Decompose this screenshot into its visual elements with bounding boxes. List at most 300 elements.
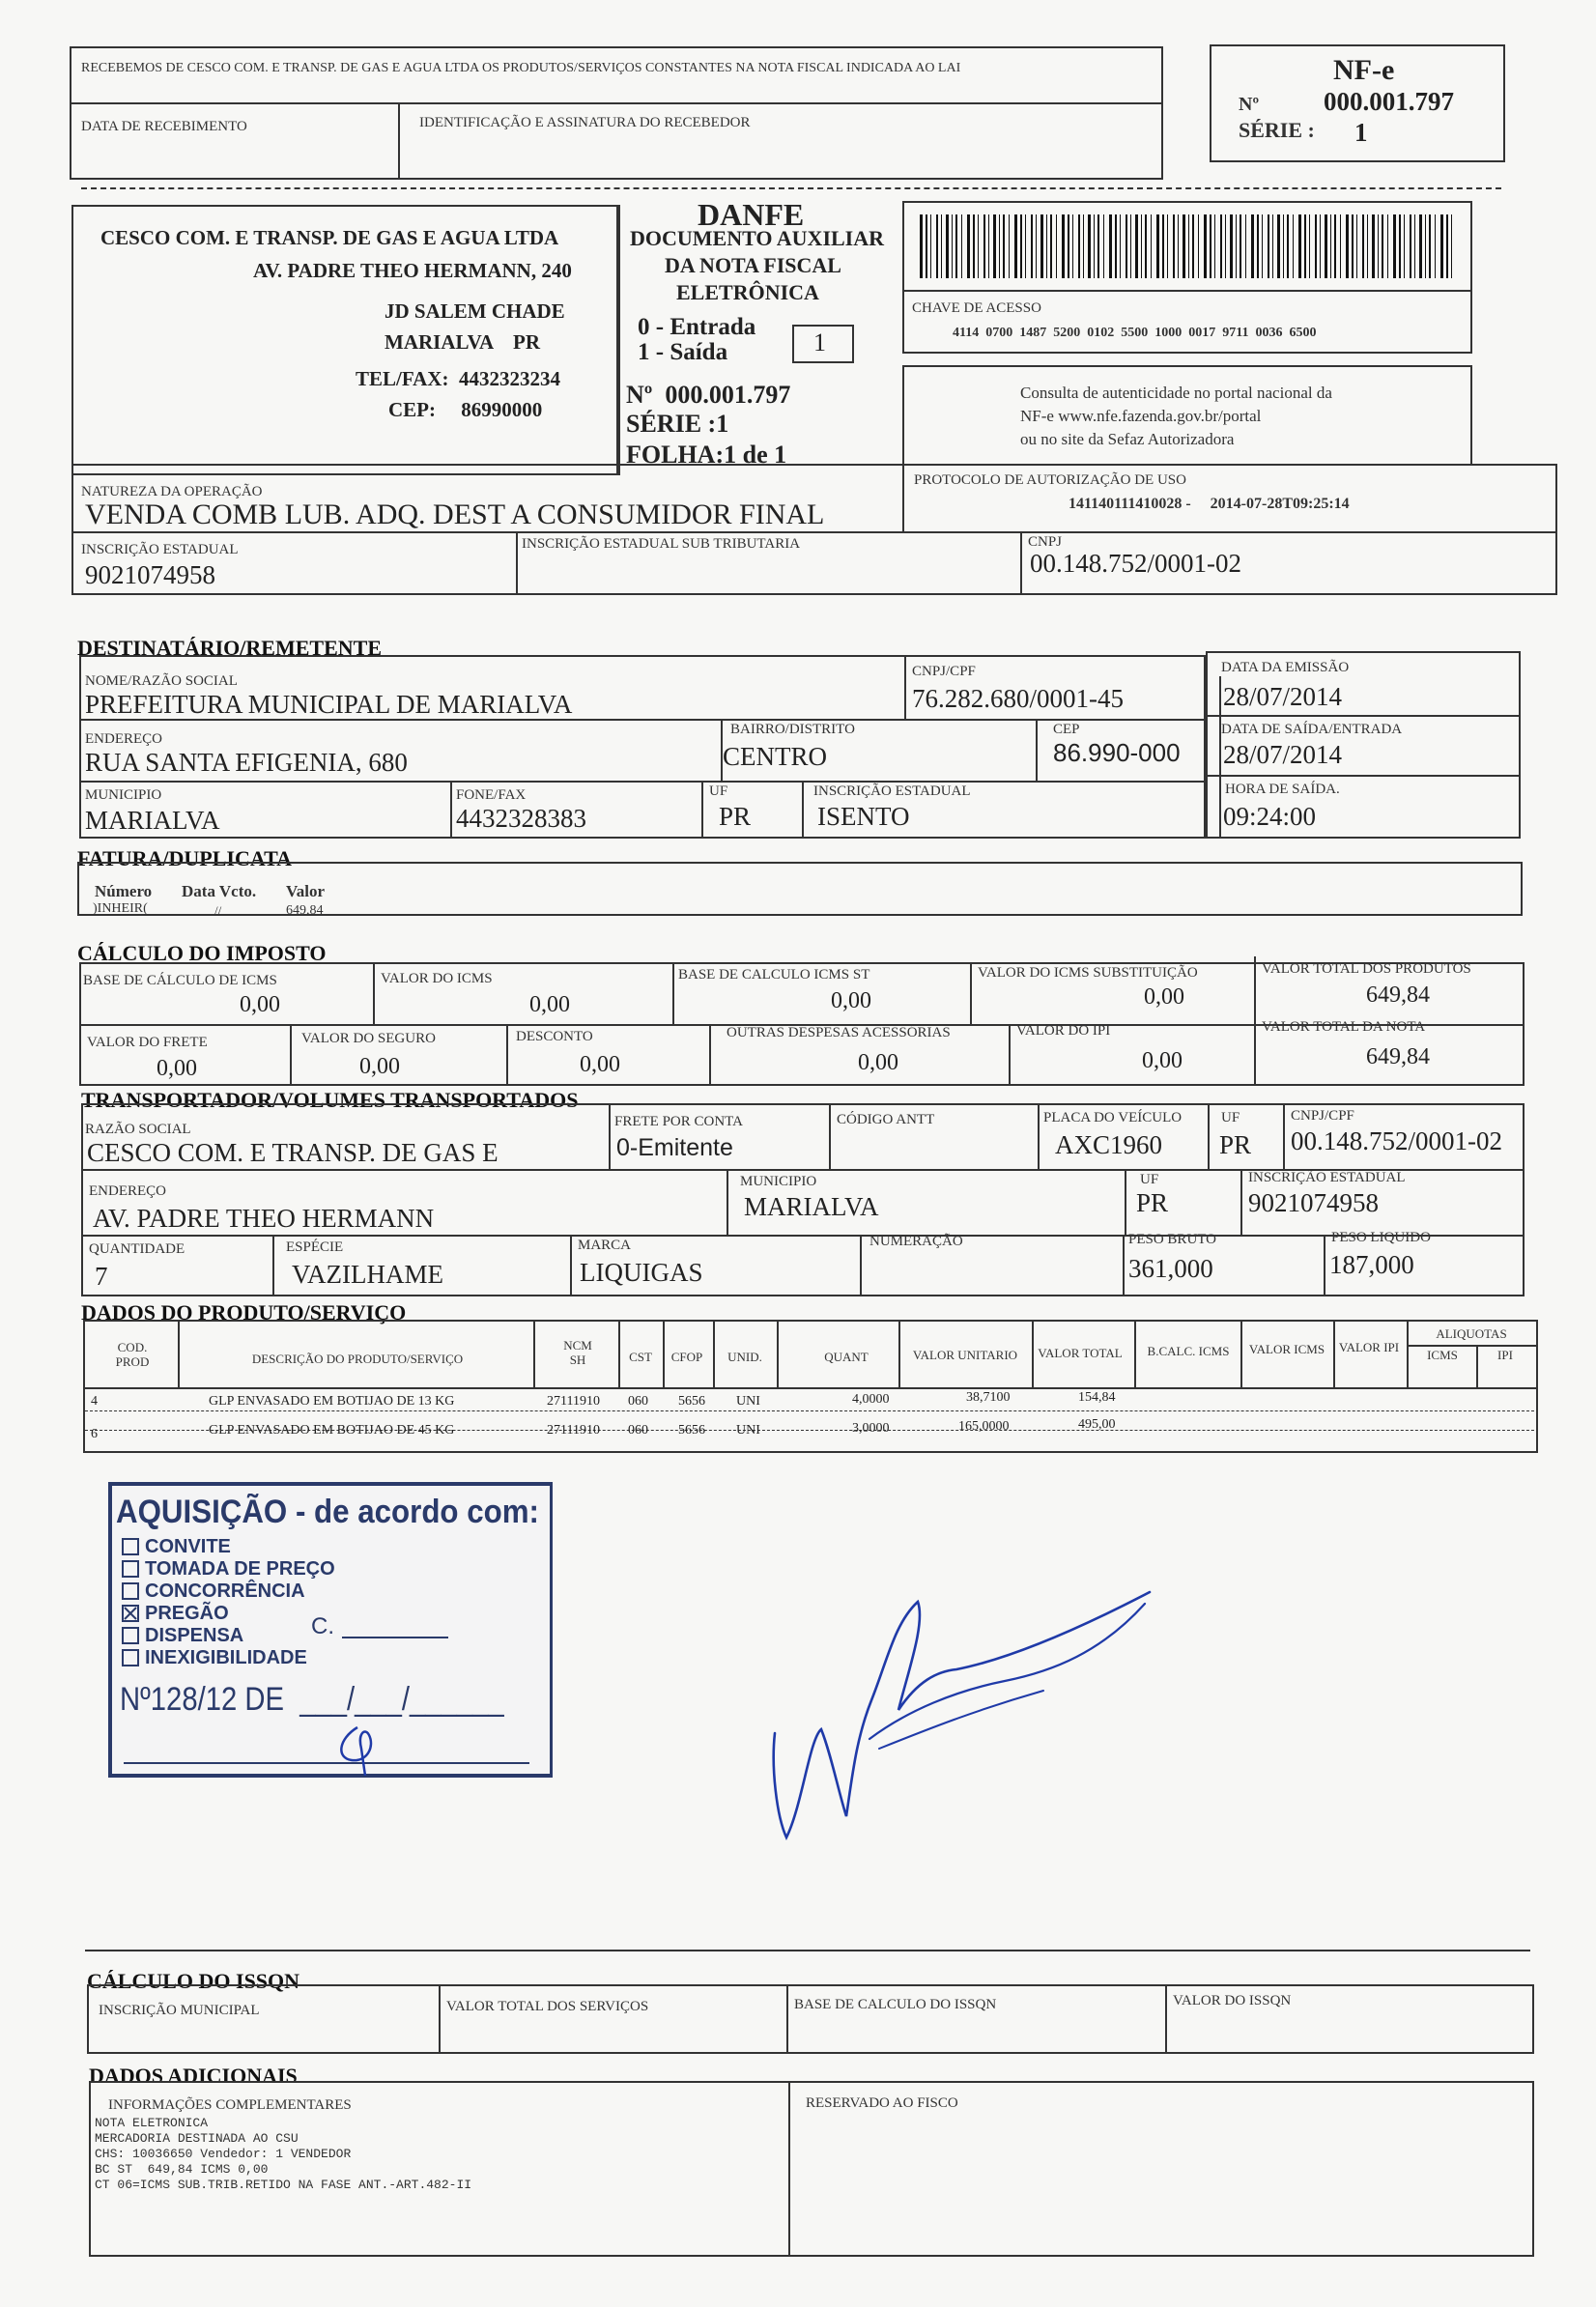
- recipient-phone-label: FONE/FAX: [456, 787, 527, 803]
- nfe-num: 000.001.797: [1324, 87, 1454, 116]
- barcode-bar: [1356, 214, 1357, 278]
- discount: 0,00: [580, 1052, 620, 1077]
- barcode-bar: [1094, 214, 1095, 278]
- emitter-phone: TEL/FAX: 4432323234: [356, 367, 560, 390]
- tax-v8: [1009, 1024, 1011, 1086]
- barcode-bar: [926, 214, 927, 278]
- barcode-bar: [1050, 214, 1052, 278]
- operation-divider: [71, 531, 1557, 533]
- barcode-bar: [1078, 214, 1080, 278]
- recipient-uf-label: UF: [709, 783, 728, 799]
- danfe-saida: 1 - Saída: [638, 339, 728, 365]
- stamp-option: [122, 1647, 335, 1669]
- row2-cfop: 5656: [678, 1423, 705, 1438]
- barcode-bar: [1320, 214, 1321, 278]
- species: VAZILHAME: [292, 1260, 443, 1289]
- barcode-bar: [1031, 214, 1033, 278]
- barcode-bar: [1025, 214, 1026, 278]
- stamp-option-label: CONCORRÊNCIA: [145, 1581, 305, 1602]
- header-unit: VALOR UNITARIO: [912, 1348, 1018, 1362]
- access-key: 4114 0700 1487 5200 0102 5500 1000 0017 9711 0036 6500: [953, 326, 1317, 340]
- row2-total: 495,00: [1078, 1417, 1116, 1432]
- barcode-bar: [1298, 214, 1301, 278]
- carrier-city: MARIALVA: [744, 1192, 879, 1221]
- net-label: PESO LIQUIDO: [1331, 1230, 1431, 1245]
- info-lines: [95, 2116, 471, 2193]
- tr-v3: [1038, 1103, 1040, 1169]
- barcode-bar: [1330, 214, 1331, 278]
- barcode-bar: [1429, 214, 1431, 278]
- prod-total: 649,84: [1366, 983, 1430, 1008]
- barcode-bar: [1040, 214, 1043, 278]
- barcode-bar: [1210, 214, 1211, 278]
- barcode-bar: [1352, 214, 1354, 278]
- row1-cod: 4: [91, 1394, 98, 1409]
- barcode-bar: [993, 214, 996, 278]
- barcode-bar: [1382, 214, 1383, 278]
- invoice-due: //: [214, 903, 222, 918]
- barcode-bar: [1387, 214, 1388, 278]
- issqn-services-label: VALOR TOTAL DOS SERVIÇOS: [446, 1999, 649, 2014]
- exit-value: 28/07/2014: [1223, 740, 1343, 769]
- icms: 0,00: [529, 992, 570, 1017]
- barcode-bar: [1126, 214, 1127, 278]
- recipient-name: PREFEITURA MUNICIPAL DE MARIALVA: [85, 690, 573, 719]
- carrier-address: AV. PADRE THEO HERMANN: [93, 1204, 435, 1233]
- receipt-text: RECEBEMOS DE CESCO COM. E TRANSP. DE GAS E AGUA LTDA OS PRODUTOS/SERVIÇOS CONSTANTES NA NOTA FISCAL INDICADA AO LAI: [81, 61, 961, 75]
- row-sep1: [85, 1410, 1534, 1411]
- danfe-type: 1: [813, 328, 826, 356]
- checkbox-icon: [122, 1560, 139, 1578]
- stamp-c-label: C.: [311, 1613, 334, 1639]
- header-bcalc: B.CALC. ICMS: [1147, 1344, 1230, 1358]
- carrier-ie-label: INSCRIÇÃO ESTADUAL: [1248, 1170, 1406, 1185]
- receipt-divider: [70, 102, 1163, 104]
- freight-mode: 0-Emitente: [616, 1134, 733, 1161]
- barcode-bar: [920, 214, 923, 278]
- header-cfop: CFOP: [670, 1350, 703, 1364]
- barcode-bar: [1088, 214, 1091, 278]
- stamp-option-label: CONVITE: [145, 1536, 231, 1557]
- tax-section: CÁLCULO DO IMPOSTO: [77, 941, 327, 965]
- tr-v2: [829, 1103, 831, 1169]
- barcode-bar: [1304, 214, 1306, 278]
- icms-base-label: BASE DE CÁLCULO DE ICMS: [83, 973, 277, 988]
- recipient-phone: 4432328383: [456, 804, 586, 833]
- row1-unid: UNI: [736, 1394, 760, 1409]
- species-label: ESPÉCIE: [286, 1239, 344, 1255]
- stamp-option-label: INEXIGIBILIDADE: [145, 1647, 307, 1668]
- barcode-bar: [1151, 214, 1152, 278]
- stamp-option-label: PREGÃO: [145, 1603, 229, 1624]
- header-vicms: VALOR ICMS: [1248, 1342, 1325, 1356]
- carrier-address-label: ENDEREÇO: [89, 1183, 166, 1199]
- barcode-bar: [1109, 214, 1112, 278]
- barcode-bar: [1325, 214, 1327, 278]
- barcode-bar: [1225, 214, 1226, 278]
- products-section: DADOS DO PRODUTO/SERVIÇO: [81, 1300, 407, 1324]
- danfe-line2: DA NOTA FISCAL: [665, 253, 841, 277]
- discount-label: DESCONTO: [516, 1029, 593, 1044]
- plate-label: PLACA DO VEÍCULO: [1043, 1110, 1183, 1125]
- access-key-box: [902, 290, 1472, 354]
- gross-label: PESO BRUTO: [1128, 1232, 1216, 1247]
- iest-label: INSCRIÇÃO ESTADUAL SUB TRIBUTARIA: [522, 536, 801, 552]
- carrier-cnpj-label: CNPJ/CPF: [1291, 1108, 1354, 1124]
- recipient-district-label: BAIRRO/DISTRITO: [730, 722, 855, 737]
- tax-v4: [1254, 956, 1256, 1086]
- invoice-due-label: Data Vcto.: [182, 882, 257, 900]
- numbering-label: NUMERAÇÃO: [869, 1234, 963, 1249]
- row2-cst: 060: [628, 1423, 648, 1438]
- barcode-bar: [1183, 214, 1185, 278]
- recipient-city-label: MUNICIPIO: [85, 787, 162, 803]
- row1-cfop: 5656: [678, 1394, 705, 1409]
- iest-vdivider: [516, 531, 518, 595]
- issqn-value-label: VALOR DO ISSQN: [1173, 1993, 1292, 2008]
- barcode-bar: [1178, 214, 1179, 278]
- invoice-val: 649,84: [286, 903, 324, 918]
- recipient-v3: [1036, 719, 1038, 781]
- header-total: VALOR TOTAL: [1038, 1346, 1123, 1360]
- barcode-bar: [1056, 214, 1057, 278]
- barcode-bar: [1145, 214, 1147, 278]
- stamp-option: [122, 1625, 335, 1647]
- barcode-bar: [1141, 214, 1142, 278]
- tax-v2: [672, 962, 674, 1024]
- checkbox-icon: [122, 1627, 139, 1644]
- carrier-name-label: RAZÃO SOCIAL: [85, 1122, 191, 1137]
- header-aliq-icms: ICMS: [1427, 1348, 1458, 1362]
- consult-line1: Consulta de autenticidade no portal nacional da: [1020, 384, 1332, 402]
- barcode-bar: [1115, 214, 1117, 278]
- cut-line: [81, 187, 1501, 189]
- tax-v1: [373, 962, 375, 1024]
- issqn-top-rule: [85, 1950, 1530, 1951]
- row2-unit: 165,0000: [958, 1419, 1010, 1434]
- carrier-uf: PR: [1219, 1130, 1252, 1159]
- recipient-v4: [450, 781, 452, 839]
- tr-v7: [1125, 1169, 1126, 1235]
- recipient-uf: PR: [719, 802, 752, 831]
- carrier-ie: 9021074958: [1248, 1188, 1379, 1217]
- header-aliq-ipi: IPI: [1497, 1348, 1513, 1362]
- st-base: 0,00: [831, 988, 871, 1013]
- row1-qty: 4,0000: [852, 1392, 890, 1407]
- st-label: VALOR DO ICMS SUBSTITUIÇÃO: [978, 965, 1198, 981]
- barcode: [920, 214, 1457, 278]
- barcode-bar: [1446, 214, 1448, 278]
- recipient-cep: 86.990-000: [1053, 738, 1181, 767]
- danfe-entrada: 0 - Entrada: [638, 314, 756, 340]
- barcode-bar: [1378, 214, 1379, 278]
- barcode-bar: [1003, 214, 1005, 278]
- transport-row2: [81, 1235, 1525, 1237]
- nfe-title: NF-e: [1333, 54, 1395, 86]
- recipient-cep-label: CEP: [1053, 722, 1080, 737]
- dates-row2: [1206, 775, 1521, 777]
- tr-v1: [609, 1103, 611, 1169]
- protocol-label: PROTOCOLO DE AUTORIZAÇÃO DE USO: [914, 472, 1186, 488]
- barcode-bar: [983, 214, 985, 278]
- header-cod-text: COD. PROD: [115, 1340, 150, 1369]
- tax-v3: [970, 962, 972, 1024]
- barcode-bar: [1410, 214, 1411, 278]
- emitter-district: JD SALEM CHADE: [385, 299, 565, 323]
- freight-mode-label: FRETE POR CONTA: [614, 1114, 743, 1129]
- barcode-bar: [1020, 214, 1022, 278]
- info-line: MERCADORIA DESTINADA AO CSU: [95, 2131, 299, 2146]
- receipt-date-label: DATA DE RECEBIMENTO: [81, 119, 247, 134]
- barcode-bar: [999, 214, 1000, 278]
- stamp-number: Nº128/12 DE ___/___/______: [120, 1681, 504, 1718]
- aliq-divider: [1407, 1345, 1538, 1347]
- dates-inner: [1219, 676, 1221, 839]
- barcode-bar: [1204, 214, 1207, 278]
- barcode-bar: [1220, 214, 1222, 278]
- additional-divider: [788, 2081, 790, 2257]
- recipient-ie: ISENTO: [817, 802, 910, 831]
- receipt-sign-label: IDENTIFICAÇÃO E ASSINATURA DO RECEBEDOR: [419, 115, 751, 130]
- barcode-bar: [988, 214, 989, 278]
- tr-v8: [1240, 1169, 1242, 1235]
- invoice-section: FATURA/DUPLICATA: [77, 846, 293, 870]
- barcode-bar: [1268, 214, 1269, 278]
- operation-value: VENDA COMB LUB. ADQ. DEST A CONSUMIDOR FINAL: [85, 498, 825, 530]
- carrier-cnpj: 00.148.752/0001-02: [1291, 1126, 1502, 1155]
- barcode-bar: [1451, 214, 1452, 278]
- freight-label: VALOR DO FRETE: [87, 1035, 208, 1050]
- barcode-bar: [1103, 214, 1104, 278]
- barcode-bar: [1192, 214, 1194, 278]
- stamp-option: [122, 1536, 335, 1558]
- info-label: INFORMAÇÕES COMPLEMENTARES: [108, 2097, 352, 2113]
- carrier-uf2: PR: [1136, 1188, 1169, 1217]
- barcode-bar: [1425, 214, 1426, 278]
- recipient-v6: [802, 781, 804, 839]
- recipient-city: MARIALVA: [85, 806, 220, 835]
- recipient-ie-label: INSCRIÇÃO ESTADUAL: [813, 783, 971, 799]
- row1-total: 154,84: [1078, 1390, 1116, 1405]
- barcode-bar: [1198, 214, 1199, 278]
- invoice-num-label: Número: [95, 882, 153, 900]
- brand: LIQUIGAS: [580, 1258, 703, 1287]
- ipi: 0,00: [1142, 1048, 1183, 1073]
- recipient-address-label: ENDEREÇO: [85, 731, 162, 747]
- st: 0,00: [1144, 984, 1184, 1010]
- barcode-bar: [1251, 214, 1254, 278]
- barcode-bar: [936, 214, 938, 278]
- barcode-bar: [978, 214, 979, 278]
- header-ncm-text: NCM SH: [563, 1338, 592, 1367]
- barcode-bar: [1046, 214, 1047, 278]
- barcode-bar: [1440, 214, 1443, 278]
- emitter-address: AV. PADRE THEO HERMANN, 240: [253, 259, 572, 282]
- barcode-bar: [1262, 214, 1263, 278]
- barcode-bar: [1414, 214, 1415, 278]
- stamp-option: [122, 1581, 335, 1603]
- gross: 361,000: [1128, 1254, 1213, 1283]
- barcode-bar: [955, 214, 957, 278]
- barcode-bar: [1393, 214, 1396, 278]
- recipient-cnpj: 76.282.680/0001-45: [912, 684, 1124, 713]
- checkbox-icon: [122, 1582, 139, 1600]
- carrier-name: CESCO COM. E TRANSP. DE GAS E: [87, 1138, 499, 1167]
- barcode-bar: [1419, 214, 1422, 278]
- recipient-section: DESTINATÁRIO/REMETENTE: [77, 636, 382, 660]
- receipt-vdivider: [398, 102, 400, 180]
- barcode-bar: [1404, 214, 1405, 278]
- danfe-left-border: [618, 205, 620, 475]
- brand-label: MARCA: [578, 1238, 632, 1253]
- barcode-bar: [1162, 214, 1164, 278]
- stamp-options: [122, 1536, 335, 1669]
- barcode-bar: [1315, 214, 1317, 278]
- icms-base: 0,00: [240, 992, 280, 1017]
- hour-value: 09:24:00: [1223, 802, 1317, 831]
- issqn-im-label: INSCRIÇÃO MUNICIPAL: [99, 2003, 260, 2018]
- qty-label: QUANTIDADE: [89, 1241, 185, 1257]
- tr-v4: [1208, 1103, 1210, 1169]
- stamp-c-line: [342, 1637, 448, 1638]
- barcode-bar: [941, 214, 942, 278]
- stamp-option: [122, 1558, 335, 1581]
- row1-cst: 060: [628, 1394, 648, 1409]
- barcode-bar: [1009, 214, 1010, 278]
- barcode-bar: [1362, 214, 1364, 278]
- info-line: BC ST 649,84 ICMS 0,00: [95, 2162, 269, 2177]
- danfe-line3: ELETRÔNICA: [676, 280, 819, 304]
- issqn-v2: [786, 1984, 788, 2054]
- barcode-bar: [1072, 214, 1073, 278]
- products-column-line: [178, 1320, 180, 1387]
- barcode-bar: [1173, 214, 1175, 278]
- stamp-initials: [328, 1720, 406, 1778]
- header-aliq: ALIQUOTAS: [1436, 1326, 1507, 1341]
- access-key-label: CHAVE DE ACESSO: [912, 300, 1041, 316]
- issqn-box: [87, 1984, 1534, 2054]
- barcode-bar: [930, 214, 931, 278]
- row2-cod: 6: [91, 1427, 98, 1441]
- barcode-bar: [1293, 214, 1294, 278]
- tax-v6: [506, 1024, 508, 1086]
- icms-label: VALOR DO ICMS: [381, 971, 493, 986]
- barcode-bar: [1236, 214, 1237, 278]
- barcode-bar: [1014, 214, 1017, 278]
- barcode-bar: [1188, 214, 1189, 278]
- tr-v6: [727, 1169, 728, 1235]
- barcode-bar: [1240, 214, 1241, 278]
- recipient-district: CENTRO: [723, 742, 827, 771]
- header-cst: CST: [629, 1350, 652, 1364]
- tr-v12: [1123, 1235, 1125, 1296]
- row2-qty: 3,0000: [852, 1421, 890, 1436]
- stamp-title: AQUISIÇÃO - de acordo com:: [116, 1494, 539, 1530]
- barcode-bar: [1435, 214, 1436, 278]
- stamp-option: [122, 1603, 335, 1625]
- barcode-bar: [1097, 214, 1099, 278]
- row1-unit: 38,7100: [966, 1390, 1011, 1405]
- nfe-serie: 1: [1354, 118, 1368, 147]
- barcode-bar: [1167, 214, 1168, 278]
- row2-ncm: 27111910: [547, 1423, 600, 1438]
- barcode-bar: [1346, 214, 1349, 278]
- tr-v9: [272, 1235, 274, 1296]
- ipi-label: VALOR DO IPI: [1016, 1023, 1111, 1039]
- hour-label: HORA DE SAÍDA.: [1225, 782, 1340, 797]
- barcode-bar: [1036, 214, 1037, 278]
- issqn-section: CÁLCULO DO ISSQN: [87, 1969, 300, 1993]
- ie-label: INSCRIÇÃO ESTADUAL: [81, 542, 239, 557]
- other-label: OUTRAS DESPESAS ACESSÓRIAS: [727, 1025, 951, 1040]
- barcode-bar: [1135, 214, 1138, 278]
- danfe-line1: DOCUMENTO AUXILIAR: [630, 226, 885, 250]
- barcode-bar: [1287, 214, 1289, 278]
- emitter-name: CESCO COM. E TRANSP. DE GAS E AGUA LTDA: [100, 226, 559, 249]
- barcode-bar: [973, 214, 975, 278]
- row2-desc: GLP ENVASADO EM BOTIJAO DE 45 KG: [209, 1423, 455, 1438]
- barcode-bar: [1367, 214, 1368, 278]
- barcode-bar: [1120, 214, 1121, 278]
- emitter-city: MARIALVA PR: [385, 330, 541, 354]
- net: 187,000: [1329, 1250, 1414, 1279]
- cnpj-vdivider: [1020, 531, 1022, 595]
- other: 0,00: [858, 1050, 898, 1075]
- barcode-bar: [1062, 214, 1065, 278]
- plate: AXC1960: [1055, 1130, 1163, 1159]
- row1-desc: GLP ENVASADO EM BOTIJAO DE 13 KG: [209, 1394, 455, 1409]
- barcode-bar: [961, 214, 962, 278]
- protocol-value: 141140111410028 - 2014-07-28T09:25:14: [1069, 496, 1350, 512]
- info-line: CHS: 10036650 Vendedor: 1 VENDEDOR: [95, 2147, 352, 2161]
- operation-vdivider: [902, 464, 904, 531]
- barcode-bar: [946, 214, 949, 278]
- barcode-bar: [1068, 214, 1069, 278]
- exit-label: DATA DE SAÍDA/ENTRADA: [1221, 722, 1403, 737]
- nfe-serie-label: SÉRIE :: [1239, 118, 1315, 142]
- row2-unid: UNI: [736, 1423, 760, 1438]
- row1-ncm: 27111910: [547, 1394, 600, 1409]
- barcode-bar: [952, 214, 953, 278]
- stamp-bottom-line: [124, 1762, 529, 1764]
- issqn-v1: [439, 1984, 441, 2054]
- checkbox-icon: [122, 1538, 139, 1555]
- transport-section: TRANSPORTADOR/VOLUMES TRANSPORTADOS: [81, 1088, 579, 1112]
- emission-label: DATA DA EMISSÃO: [1221, 660, 1350, 675]
- barcode-bar: [1272, 214, 1273, 278]
- recipient-row2: [79, 781, 1206, 783]
- recipient-address: RUA SANTA EFIGENIA, 680: [85, 748, 408, 777]
- barcode-bar: [1399, 214, 1401, 278]
- header-cod: [91, 1341, 174, 1370]
- tr-v11: [860, 1235, 862, 1296]
- stamp-option-label: TOMADA DE PREÇO: [145, 1558, 335, 1580]
- issqn-v3: [1165, 1984, 1167, 2054]
- tax-v7: [709, 1024, 711, 1086]
- st-base-label: BASE DE CALCULO ICMS ST: [678, 967, 870, 983]
- header-unid: UNID.: [727, 1350, 762, 1364]
- issqn-base-label: BASE DE CALCULO DO ISSQN: [794, 1997, 997, 2012]
- danfe-title: DANFE: [698, 197, 805, 232]
- barcode-bar: [1257, 214, 1259, 278]
- carrier-uf2-label: UF: [1140, 1172, 1159, 1187]
- ie-value: 9021074958: [85, 560, 215, 589]
- recipient-cnpj-label: CNPJ/CPF: [912, 664, 976, 679]
- barcode-bar: [1245, 214, 1246, 278]
- barcode-bar: [1083, 214, 1084, 278]
- insurance-label: VALOR DO SEGURO: [301, 1031, 436, 1046]
- tr-v13: [1324, 1235, 1325, 1296]
